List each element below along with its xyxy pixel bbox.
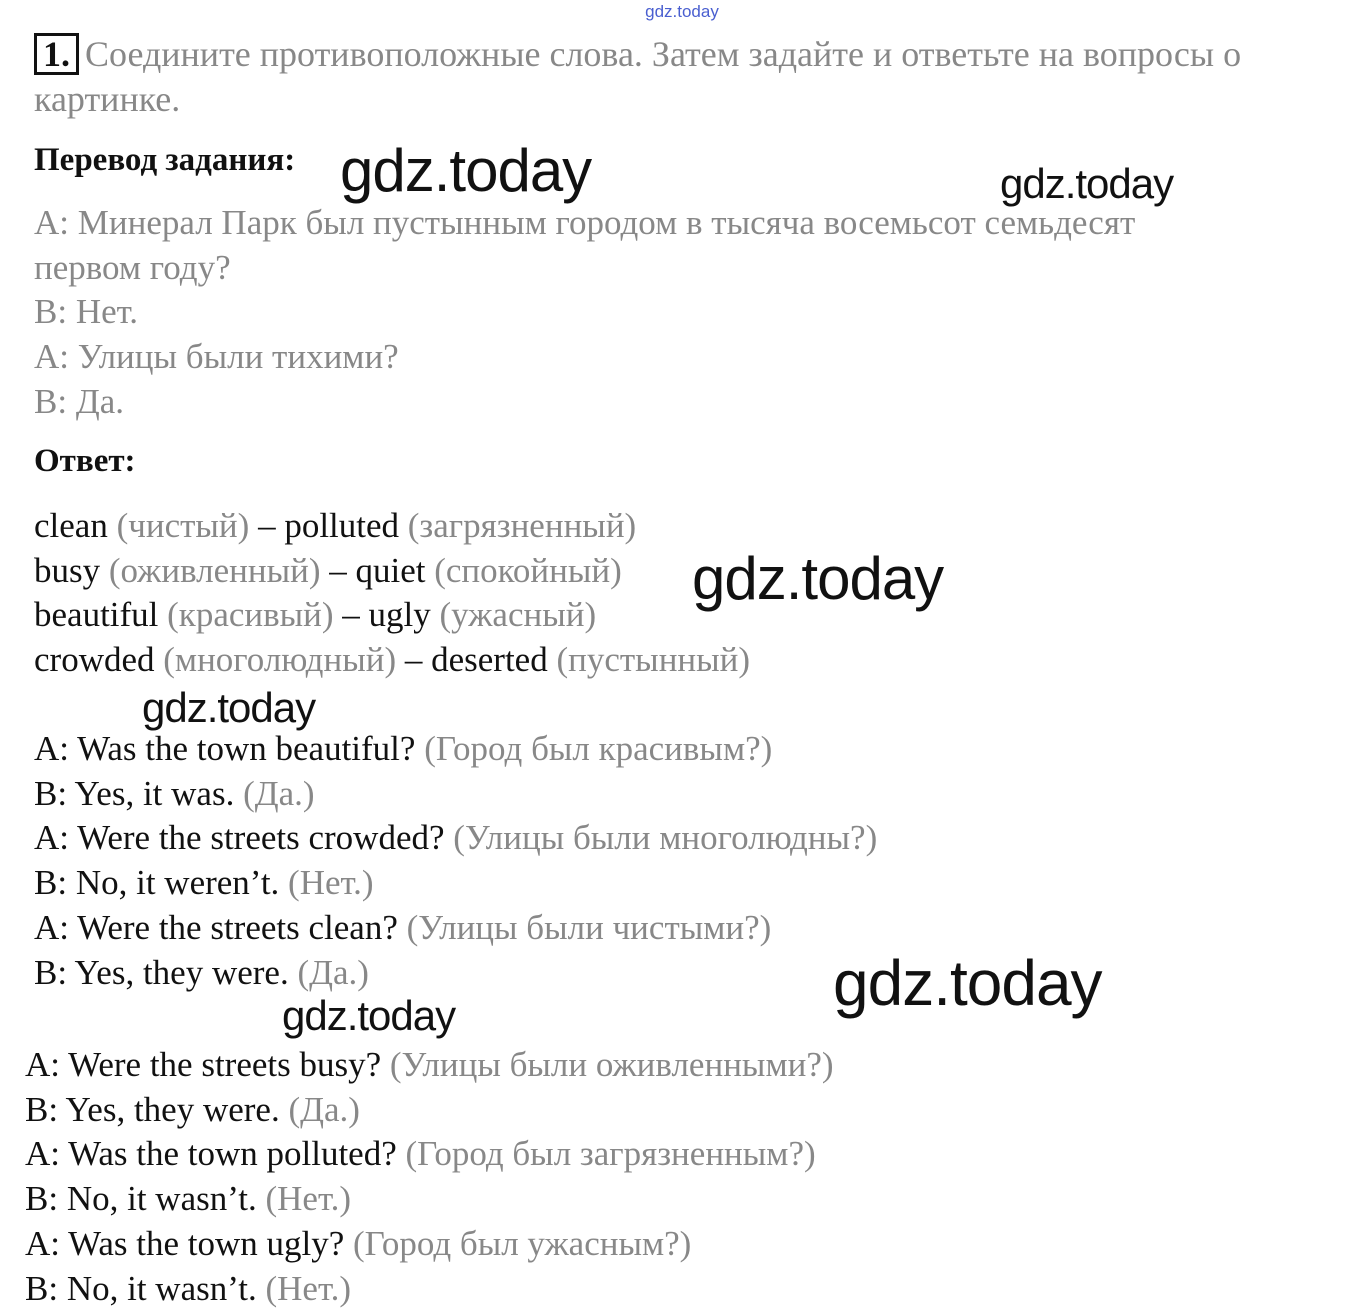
dialog-ru: (Город был ужасным?)	[353, 1223, 692, 1263]
dialog-line	[25, 1177, 1325, 1222]
word-2: polluted	[284, 506, 400, 545]
dialog-en: B: No, it wasn’t.	[25, 1268, 257, 1308]
translation-line: первом году?	[34, 247, 231, 287]
dialog-ru: (Нет.)	[265, 1179, 352, 1219]
dialog-ru: (Да.)	[243, 773, 315, 813]
opposite-pair	[34, 593, 1334, 638]
dialog-en: A: Were the streets crowded?	[34, 818, 445, 858]
dialog-en: A: Was the town polluted?	[25, 1134, 397, 1174]
word-2: quiet	[355, 550, 426, 590]
task-statement	[34, 32, 1334, 122]
task-number: 1.	[34, 33, 79, 75]
dialog-line	[34, 727, 1334, 772]
dialog-line	[25, 1267, 1325, 1312]
watermark: gdz.today	[142, 684, 316, 731]
translation-line: B: Нет.	[34, 292, 139, 332]
dialog-en: A: Were the streets clean?	[34, 907, 398, 947]
dialog-line	[25, 1043, 1325, 1088]
dash: –	[404, 640, 423, 680]
dialog-line	[34, 772, 1334, 817]
dialog-line	[25, 1132, 1325, 1177]
dash: –	[342, 595, 360, 635]
translation-2: (спокойный)	[434, 550, 622, 590]
word-1: beautiful	[34, 595, 159, 635]
dash: –	[329, 550, 347, 590]
dialog-ru: (Улицы были многолюдны?)	[453, 818, 878, 858]
translation-2: (ужасный)	[439, 595, 597, 635]
translation-line: A: Улицы были тихими?	[34, 337, 399, 377]
dialog-en: A: Was the town ugly?	[25, 1223, 345, 1263]
watermark: gdz.today	[833, 947, 1102, 1019]
dialog-ru: (Улицы были оживленными?)	[389, 1045, 834, 1084]
dialog-en: B: No, it weren’t.	[34, 863, 280, 903]
translation-2: (пустынный)	[556, 640, 751, 680]
translation-1: (красивый)	[167, 595, 334, 635]
dialog-line	[34, 906, 1334, 951]
dialog-en: B: Yes, they were.	[34, 952, 289, 992]
translation-1: (чистый)	[116, 506, 250, 545]
task-text: Соедините противоположные слова. Затем задайте и ответьте на вопросы о картинке.	[34, 34, 1242, 119]
translation-line: A: Минерал Парк был пустынным городом в тысяча восемьсот семьдесят	[34, 203, 1136, 242]
translation-line: B: Да.	[34, 381, 124, 421]
dialog-ru: (Город был загрязненным?)	[405, 1134, 816, 1174]
dialog-en: B: Yes, it was.	[34, 773, 235, 813]
dialog-line	[34, 951, 1334, 996]
word-1: clean	[34, 506, 108, 545]
dialog-en: B: No, it wasn’t.	[25, 1179, 257, 1219]
dialog-en: A: Were the streets busy?	[25, 1045, 382, 1084]
word-1: busy	[34, 550, 101, 590]
watermark: gdz.today	[1000, 160, 1174, 207]
dialog-line	[25, 1222, 1325, 1267]
answer-heading: Ответ:	[34, 443, 136, 479]
opposite-pair	[34, 504, 1334, 549]
dialog-ru: (Да.)	[297, 952, 369, 992]
dialog-line	[34, 861, 1334, 906]
translation-block	[34, 201, 1334, 425]
dialog-line	[25, 1088, 1325, 1133]
watermark: gdz.today	[340, 137, 592, 204]
word-2: deserted	[431, 640, 548, 680]
translation-1: (многолюдный)	[163, 640, 397, 680]
dialog-line	[34, 816, 1334, 861]
watermark-top: gdz.today	[645, 2, 719, 21]
dialog-ru: (Улицы были чистыми?)	[406, 907, 772, 947]
translation-heading: Перевод задания:	[34, 142, 296, 178]
watermark: gdz.today	[692, 545, 944, 612]
opposites-list	[34, 504, 1334, 683]
opposite-pair	[34, 638, 1334, 683]
dialog-ru: (Город был красивым?)	[424, 729, 773, 768]
dialog-block-1	[34, 727, 1334, 995]
word-1: crowded	[34, 640, 155, 680]
dialog-block-2	[25, 1043, 1325, 1311]
dialog-ru: (Да.)	[288, 1089, 360, 1129]
word-2: ugly	[368, 595, 431, 635]
dash: –	[258, 506, 276, 545]
translation-2: (загрязненный)	[407, 506, 637, 545]
dialog-en: B: Yes, they were.	[25, 1089, 280, 1129]
translation-1: (оживленный)	[108, 550, 321, 590]
dialog-en: A: Was the town beautiful?	[34, 729, 416, 768]
dialog-ru: (Нет.)	[265, 1268, 352, 1308]
watermark: gdz.today	[282, 992, 456, 1039]
opposite-pair	[34, 549, 1334, 594]
dialog-ru: (Нет.)	[288, 863, 374, 903]
